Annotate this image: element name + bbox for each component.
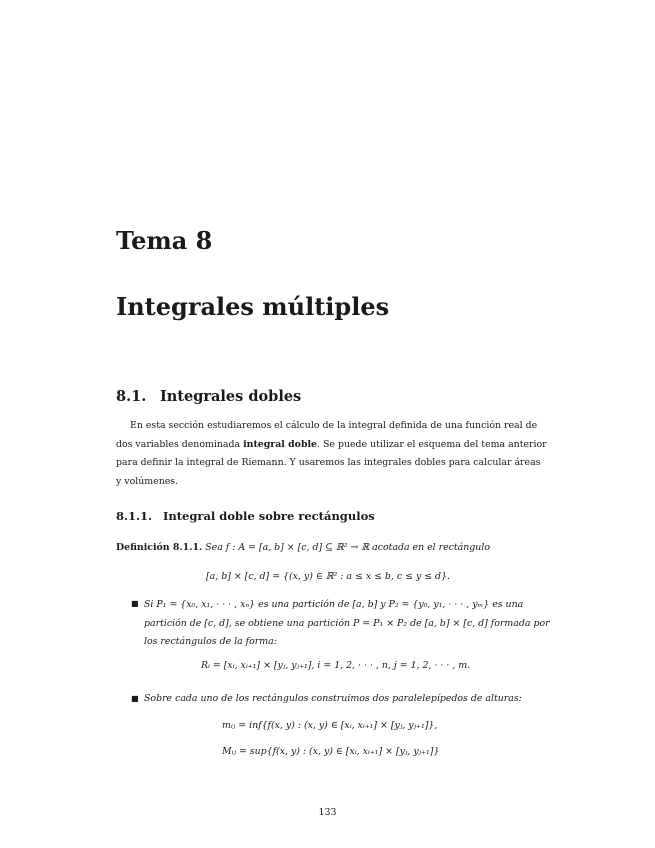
item-line: Sobre cada uno de los rectángulos construimos dos paralelepípedos de alturas: [144, 693, 522, 704]
chapter-label: Tema 8 [116, 226, 213, 255]
subsection-number: 8.1.1. [116, 509, 153, 523]
page-number: 133 [318, 807, 337, 818]
definition [116, 542, 490, 553]
partition-equation: Rᵢ = [xᵢ, xᵢ₊₁] × [yⱼ, yⱼ₊₁], i = 1, 2, · · · , n, j = 1, 2, · · · , m. [201, 660, 471, 671]
paragraph-line: En esta sección estudiaremos el cálculo de la integral definida de una función real de [130, 420, 538, 431]
item-line: Si P₁ = {x₀, x₁, · · · , xₙ} es una partición de [a, b] y P₂ = {y₀, y₁, · · · , yₘ} es una [144, 599, 524, 610]
inf-equation: mᵢⱼ = inf{f(x, y) : (x, y) ∈ [xᵢ, xᵢ₊₁] × [yⱼ, yⱼ₊₁]}, [222, 720, 438, 731]
list-item [144, 690, 533, 709]
section-number: 8.1. [116, 388, 147, 405]
bold-term: integral doble [243, 438, 318, 450]
subsection-title: Integral doble sobre rectángulos [163, 509, 375, 523]
paragraph-line: y volúmenes. [116, 475, 179, 487]
rectangle-equation: [a, b] × [c, d] = {(x, y) ∈ ℝ² : a ≤ x ≤ b, c ≤ y ≤ d}. [206, 571, 451, 582]
intro-paragraph [116, 417, 547, 491]
section-title: Integrales dobles [160, 388, 302, 405]
item-line: partición de [c, d], se obtiene una partición P = P₁ × P₂ de [a, b] × [c, d] formada por [144, 617, 550, 629]
bullet-icon: ■ [131, 599, 139, 608]
sup-equation: Mᵢⱼ = sup{f(x, y) : (x, y) ∈ [xᵢ, xᵢ₊₁] × [yⱼ, yⱼ₊₁]} [222, 746, 440, 757]
bullet-icon: ■ [131, 694, 139, 703]
item-line: los rectángulos de la forma: [144, 636, 277, 647]
paragraph-line: para definir la integral de Riemann. Y usaremos las integrales dobles para calcular áreas [116, 457, 541, 469]
chapter-title: Integrales múltiples [116, 292, 390, 321]
definition-text: Sea f : A = [a, b] × [c, d] ⊆ ℝ² → ℝ acotada en el rectángulo [205, 542, 490, 553]
definition-label: Definición 8.1.1. [116, 542, 203, 553]
paragraph-line: dos variables denominada integral doble. Se puede utilizar el esquema del tema anterior [116, 438, 547, 450]
list-item [144, 596, 550, 652]
